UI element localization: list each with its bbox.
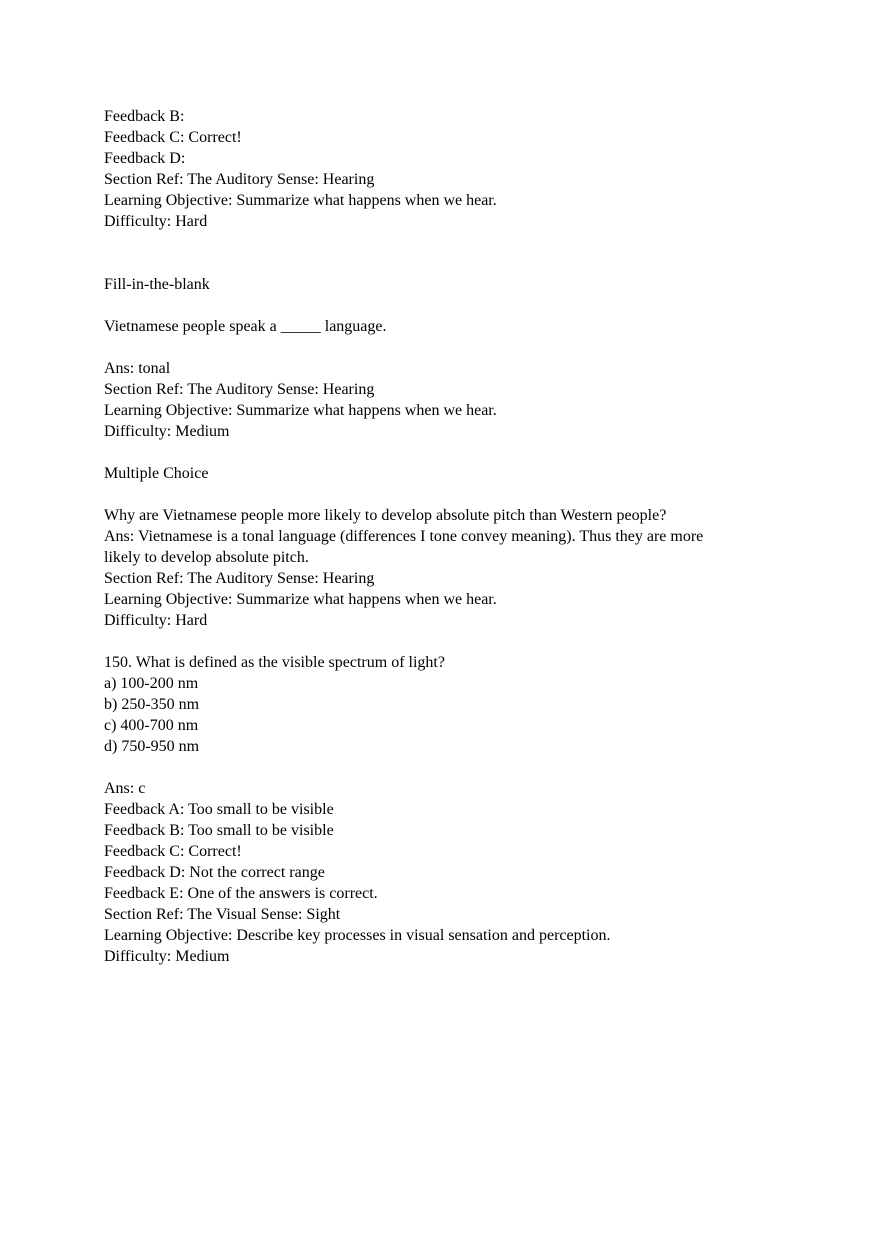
option-a: a) 100-200 nm: [104, 675, 199, 692]
option-c: c) 400-700 nm: [104, 717, 199, 734]
learning-objective: Learning Objective: Summarize what happens when we hear.: [104, 192, 497, 209]
difficulty: Difficulty: Medium: [104, 423, 230, 440]
section-ref: Section Ref: The Auditory Sense: Hearing: [104, 381, 375, 398]
section-ref: Section Ref: The Visual Sense: Sight: [104, 906, 341, 923]
answer: Ans: tonal: [104, 360, 171, 377]
learning-objective: Learning Objective: Summarize what happens when we hear.: [104, 591, 497, 608]
section-ref: Section Ref: The Auditory Sense: Hearing: [104, 171, 375, 188]
feedback-b: Feedback B: Too small to be visible: [104, 822, 334, 839]
spacer: [104, 232, 794, 274]
feedback-e: Feedback E: One of the answers is correct.: [104, 885, 378, 902]
section-heading: Fill-in-the-blank: [104, 276, 210, 293]
question-block-hearing-mc: [104, 106, 794, 232]
feedback-c: Feedback C: Correct!: [104, 129, 242, 146]
answer-continued: likely to develop absolute pitch.: [104, 549, 309, 566]
option-d: d) 750-950 nm: [104, 738, 200, 755]
spacer: [104, 337, 794, 358]
difficulty: Difficulty: Hard: [104, 213, 208, 230]
question-block-150: [104, 652, 794, 967]
document-page: [104, 106, 794, 967]
question-text: Vietnamese people speak a _____ language.: [104, 318, 387, 335]
learning-objective: Learning Objective: Summarize what happens when we hear.: [104, 402, 497, 419]
section-heading: Multiple Choice: [104, 465, 209, 482]
answer: Ans: Vietnamese is a tonal language (differences I tone convey meaning). Thus they are more: [104, 528, 704, 545]
difficulty: Difficulty: Medium: [104, 948, 230, 965]
difficulty: Difficulty: Hard: [104, 612, 208, 629]
spacer: [104, 295, 794, 316]
question-block-fill-in-blank: [104, 274, 794, 442]
question-text: 150. What is defined as the visible spectrum of light?: [104, 654, 445, 671]
question-text: Why are Vietnamese people more likely to develop absolute pitch than Western people?: [104, 507, 667, 524]
feedback-b: Feedback B:: [104, 108, 185, 125]
feedback-d: Feedback D: Not the correct range: [104, 864, 325, 881]
answer: Ans: c: [104, 780, 146, 797]
spacer: [104, 631, 794, 652]
spacer: [104, 442, 794, 463]
feedback-a: Feedback A: Too small to be visible: [104, 801, 334, 818]
feedback-d: Feedback D:: [104, 150, 186, 167]
learning-objective: Learning Objective: Describe key processes in visual sensation and perception.: [104, 927, 611, 944]
section-ref: Section Ref: The Auditory Sense: Hearing: [104, 570, 375, 587]
feedback-c: Feedback C: Correct!: [104, 843, 242, 860]
spacer: [104, 484, 794, 505]
spacer: [104, 757, 794, 778]
question-block-multiple-choice: [104, 463, 794, 631]
option-b: b) 250-350 nm: [104, 696, 200, 713]
